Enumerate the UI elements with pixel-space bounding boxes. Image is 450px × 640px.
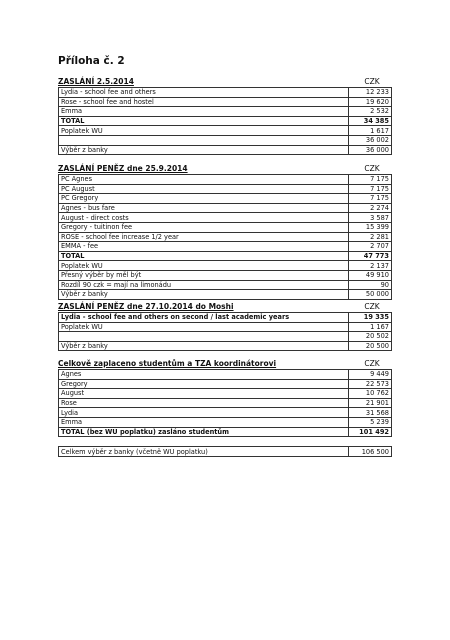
- table-row: [59, 175, 392, 185]
- row-label: Agnes - bus fare: [59, 203, 349, 213]
- row-value: 36 000: [349, 145, 392, 155]
- row-value: 19 335: [349, 313, 392, 323]
- section-zaslani-27-10-2014: [58, 301, 392, 351]
- row-label: Výběr z banky: [59, 290, 349, 300]
- table-row: [59, 261, 392, 271]
- table-row: [59, 313, 392, 323]
- row-label: Výběr z banky: [59, 145, 349, 155]
- table-row: [59, 184, 392, 194]
- row-label: Poplatek WU: [59, 261, 349, 271]
- table-row: [59, 194, 392, 204]
- row-label: Celkem výběr z banky (včetně WU poplatku): [59, 447, 349, 457]
- amounts-table: [58, 174, 392, 300]
- row-label: Poplatek WU: [59, 126, 349, 136]
- table-row: [59, 408, 392, 418]
- row-value: 7 175: [349, 184, 392, 194]
- row-value: 2 707: [349, 242, 392, 252]
- table-row: [59, 427, 392, 437]
- currency-label: CZK: [364, 164, 380, 173]
- row-value: 2 274: [349, 203, 392, 213]
- row-label: August: [59, 389, 349, 399]
- row-value: 7 175: [349, 194, 392, 204]
- row-value: 31 568: [349, 408, 392, 418]
- table-row: [59, 280, 392, 290]
- table-row: [59, 232, 392, 242]
- amounts-table: [58, 87, 392, 155]
- table-row: [59, 145, 392, 155]
- section-zaslani-25-9-2014: [58, 163, 392, 300]
- row-label: Přesný výběr by měl být: [59, 270, 349, 280]
- currency-label: CZK: [364, 77, 380, 86]
- row-label: TOTAL (bez WU poplatku) zasláno studentům: [59, 427, 349, 437]
- table-row: [59, 135, 392, 145]
- table-row: [59, 341, 392, 351]
- row-label: Emma: [59, 107, 349, 117]
- table-row: [59, 203, 392, 213]
- row-value: 36 002: [349, 135, 392, 145]
- row-value: 2 137: [349, 261, 392, 271]
- table-row: [59, 213, 392, 223]
- row-label: [59, 332, 349, 342]
- currency-label: CZK: [364, 302, 380, 311]
- row-label: Rose - school fee and hostel: [59, 97, 349, 107]
- table-row: [59, 389, 392, 399]
- row-label: EMMA - fee: [59, 242, 349, 252]
- row-label: Lydia - school fee and others on second / last academic years: [59, 313, 349, 323]
- row-value: 50 000: [349, 290, 392, 300]
- section-title: ZASLÁNÍ PENĚZ dne 27.10.2014 do Moshi: [58, 302, 234, 311]
- row-value: 10 762: [349, 389, 392, 399]
- table-row: [59, 126, 392, 136]
- section-heading: [58, 301, 392, 312]
- table-row: [59, 222, 392, 232]
- row-value: 9 449: [349, 370, 392, 380]
- row-value: 22 573: [349, 379, 392, 389]
- row-label: Lydia - school fee and others: [59, 88, 349, 98]
- row-label: ROSE - school fee increase 1/2 year: [59, 232, 349, 242]
- table-row: [59, 332, 392, 342]
- table-row: [59, 398, 392, 408]
- amounts-table: [58, 369, 392, 437]
- amounts-table: [58, 312, 392, 351]
- row-value: 19 620: [349, 97, 392, 107]
- row-value: 49 910: [349, 270, 392, 280]
- row-label: Výběr z banky: [59, 341, 349, 351]
- row-value: 20 502: [349, 332, 392, 342]
- total-withdrawal-table: [58, 446, 392, 457]
- table-row: [59, 290, 392, 300]
- table-row: [59, 270, 392, 280]
- row-label: Lydia: [59, 408, 349, 418]
- row-label: PC August: [59, 184, 349, 194]
- row-value: 5 239: [349, 417, 392, 427]
- row-label: TOTAL: [59, 116, 349, 126]
- table-row: [59, 370, 392, 380]
- row-label: Gregory - tuitinon fee: [59, 222, 349, 232]
- section-heading: [58, 76, 392, 87]
- row-label: PC Agnes: [59, 175, 349, 185]
- row-value: 1 617: [349, 126, 392, 136]
- section-title: Celkově zaplaceno studentům a TZA koordinátorovi: [58, 359, 277, 368]
- row-label: PC Gregory: [59, 194, 349, 204]
- row-value: 2 281: [349, 232, 392, 242]
- table-row: [59, 447, 392, 457]
- section-title: ZASLÁNÍ PENĚZ dne 25.9.2014: [58, 164, 188, 173]
- section-heading: [58, 358, 392, 369]
- row-value: 1 167: [349, 322, 392, 332]
- table-row: [59, 322, 392, 332]
- row-label: Emma: [59, 417, 349, 427]
- row-label: August - direct costs: [59, 213, 349, 223]
- table-row: [59, 88, 392, 98]
- table-row: [59, 417, 392, 427]
- section-title: ZASLÁNÍ 2.5.2014: [58, 77, 134, 86]
- currency-label: CZK: [364, 359, 380, 368]
- row-value: 2 532: [349, 107, 392, 117]
- page-title: Příloha č. 2: [58, 55, 125, 67]
- row-value: 90: [349, 280, 392, 290]
- row-label: Gregory: [59, 379, 349, 389]
- row-value: 101 492: [349, 427, 392, 437]
- row-label: [59, 135, 349, 145]
- row-value: 3 587: [349, 213, 392, 223]
- row-label: TOTAL: [59, 251, 349, 261]
- row-value: 20 500: [349, 341, 392, 351]
- table-row: [59, 116, 392, 126]
- table-row: [59, 97, 392, 107]
- row-label: Agnes: [59, 370, 349, 380]
- table-row: [59, 251, 392, 261]
- row-value: 15 399: [349, 222, 392, 232]
- table-row: [59, 107, 392, 117]
- row-value: 21 901: [349, 398, 392, 408]
- table-row: [59, 242, 392, 252]
- row-value: 12 233: [349, 88, 392, 98]
- row-value: 7 175: [349, 175, 392, 185]
- row-label: Rozdíl 90 czk = mají na limonádu: [59, 280, 349, 290]
- row-value: 34 385: [349, 116, 392, 126]
- section-zaslani-2-5-2014: [58, 76, 392, 155]
- section-heading: [58, 163, 392, 174]
- row-value: 106 500: [349, 447, 392, 457]
- row-value: 47 773: [349, 251, 392, 261]
- row-label: Poplatek WU: [59, 322, 349, 332]
- table-row: [59, 379, 392, 389]
- row-label: Rose: [59, 398, 349, 408]
- section-celkove-zaplaceno: [58, 358, 392, 437]
